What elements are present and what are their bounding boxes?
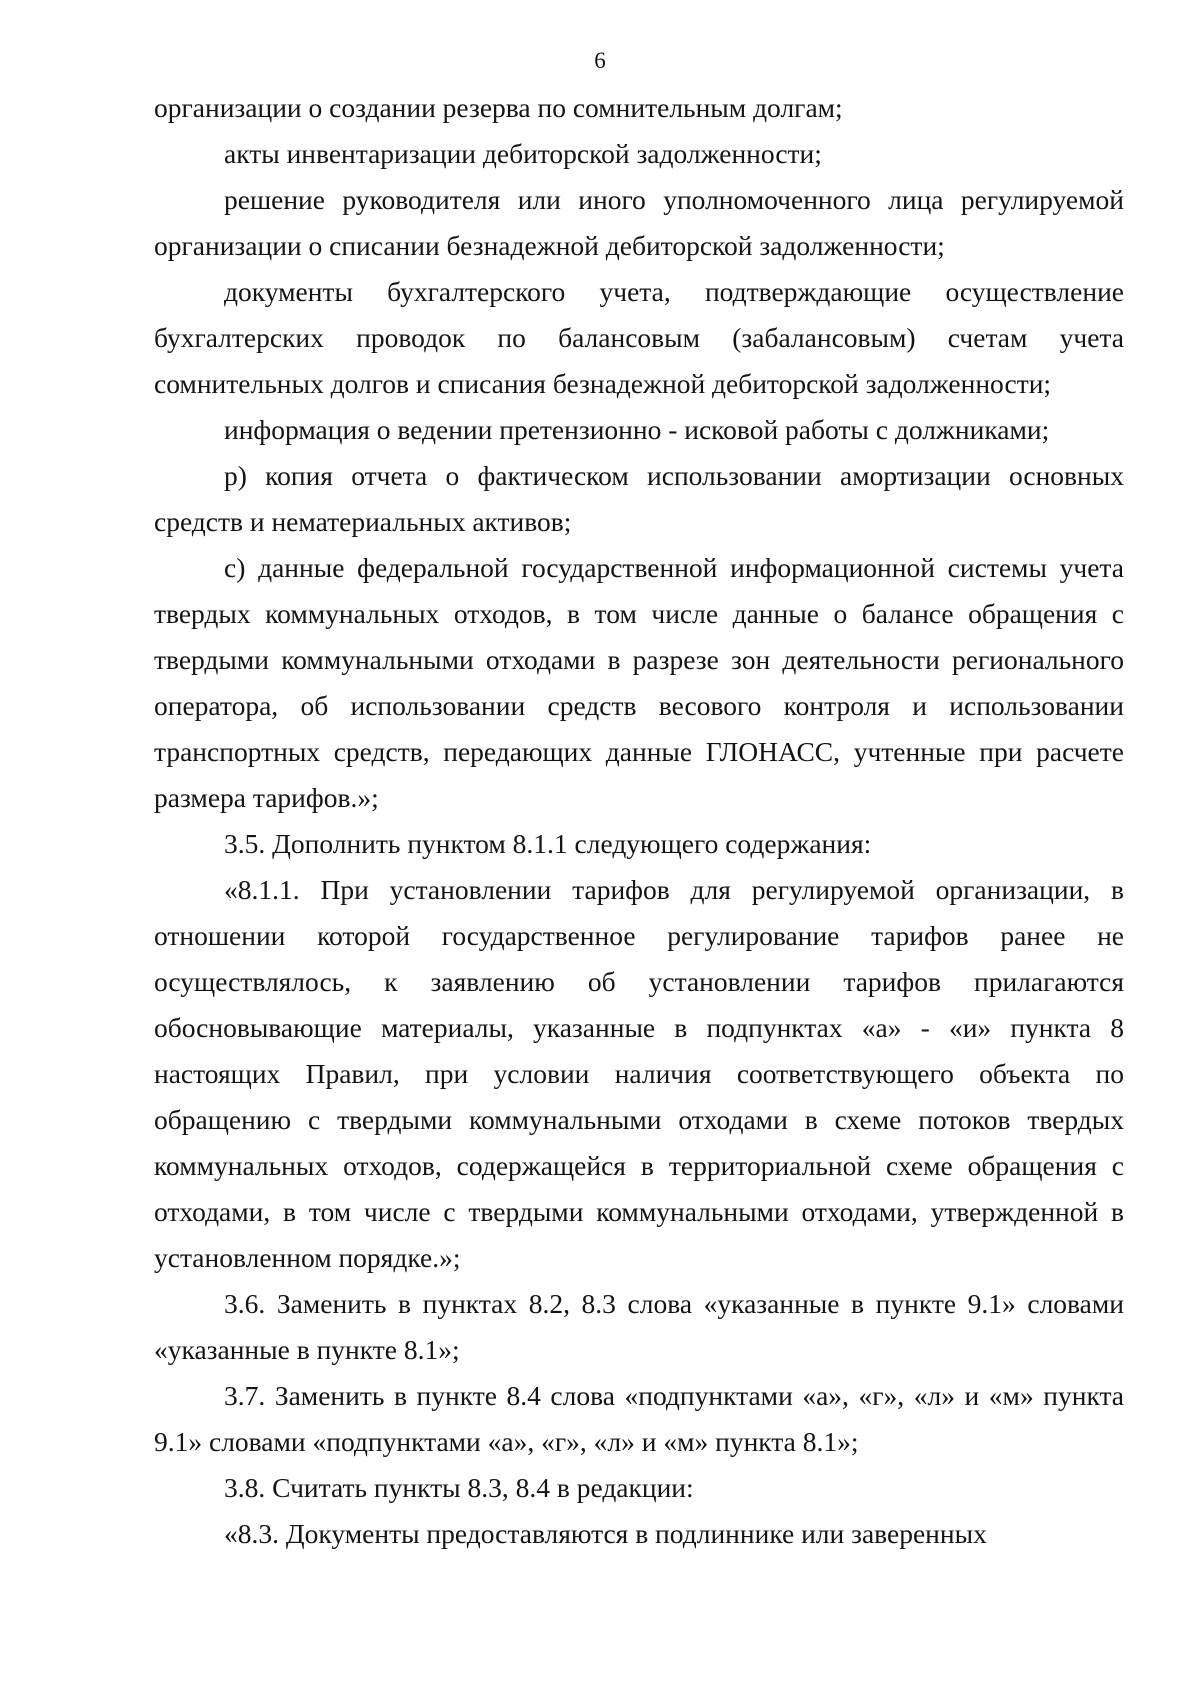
paragraph: акты инвентаризации дебиторской задолженности; <box>224 138 822 169</box>
paragraph: «8.3. Документы предоставляются в подлиннике или заверенных <box>224 1518 987 1549</box>
paragraph: информация о ведении претензионно - исковой работы с должниками; <box>224 414 1050 445</box>
paragraph: 3.5. Дополнить пунктом 8.1.1 следующего содержания: <box>224 828 872 859</box>
paragraph: р) копия отчета о фактическом использовании амортизации основных средств и нематериальных активов; <box>154 460 1124 537</box>
document-body <box>154 85 1124 1557</box>
paragraph: 3.6. Заменить в пунктах 8.2, 8.3 слова «указанные в пункте 9.1» словами «указанные в пункте 8.1»; <box>154 1288 1124 1365</box>
paragraph: организации о создании резерва по сомнительным долгам; <box>154 92 843 123</box>
page-number: 6 <box>594 48 606 73</box>
paragraph: с) данные федеральной государственной информационной системы учета твердых коммунальных отходов, в том числе данные о балансе обращения с твердыми коммунальными отходами в разрезе зон деятельности регионального оператора, об использовании средств весового контроля и использовании транспортных средств, передающих данные ГЛОНАСС, учтенные при расчете размера тарифов.»; <box>154 552 1124 813</box>
paragraph: 3.7. Заменить в пункте 8.4 слова «подпунктами «а», «г», «л» и «м» пункта 9.1» словами «подпунктами «а», «г», «л» и «м» пункта 8.1»; <box>154 1380 1124 1457</box>
paragraph: «8.1.1. При установлении тарифов для регулируемой организации, в отношении которой государственное регулирование тарифов ранее не осуществлялось, к заявлению об установлении тарифов прилагаются обосновывающие материалы, указанные в подпунктах «а» - «и» пункта 8 настоящих Правил, при условии наличия соответствующего объекта по обращению с твердыми коммунальными отходами в схеме потоков твердых коммунальных отходов, содержащейся в территориальной схеме обращения с отходами, в том числе с твердыми коммунальными отходами, утвержденной в установленном порядке.»; <box>154 874 1124 1273</box>
paragraph: решение руководителя или иного уполномоченного лица регулируемой организации о списании безнадежной дебиторской задолженности; <box>154 184 1124 261</box>
paragraph: документы бухгалтерского учета, подтверждающие осуществление бухгалтерских проводок по балансовым (забалансовым) счетам учета сомнительных долгов и списания безнадежной дебиторской задолженности; <box>154 276 1124 399</box>
paragraph: 3.8. Считать пункты 8.3, 8.4 в редакции: <box>224 1472 694 1503</box>
